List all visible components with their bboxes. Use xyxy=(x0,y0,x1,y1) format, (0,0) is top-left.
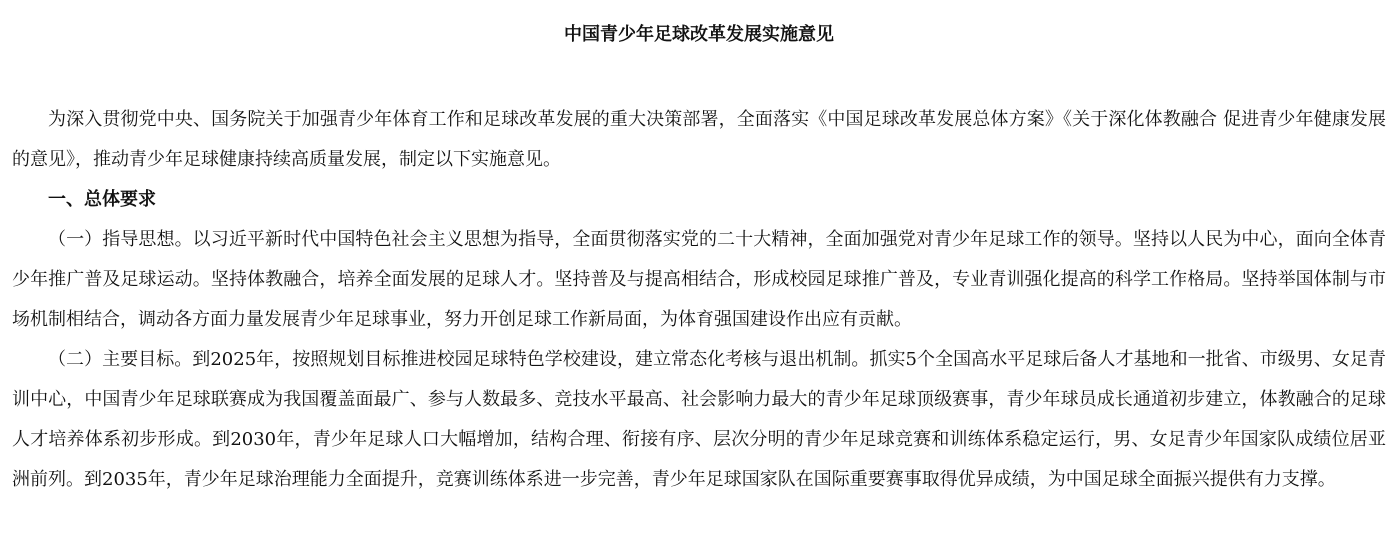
paragraph-guiding-ideology: （一）指导思想。以习近平新时代中国特色社会主义思想为指导，全面贯彻落实党的二十大精神，全面加强党对青少年足球工作的领导。坚持以人民为中心，面向全体青少年推广普及足球运动。坚持体教融合，培养全面发展的足球人才。坚持普及与提高相结合，形成校园足球推广普及，专业青训强化提高的科学工作格局。坚持举国体制与市场机制相结合，调动各方面力量发展青少年足球事业，努力开创足球工作新局面，为体育强国建设作出应有贡献。 xyxy=(12,229,1386,330)
document-title: 中国青少年足球改革发展实施意见 xyxy=(564,24,834,45)
paragraph-main-goals: （二）主要目标。到2025年，按照规划目标推进校园足球特色学校建设，建立常态化考核与退出机制。抓实5个全国高水平足球后备人才基地和一批省、市级男、女足青训中心，中国青少年足球联赛成为我国覆盖面最广、参与人数最多、竞技水平最高、社会影响力最大的青少年足球顶级赛事，青少年球员成长通道初步建立，体教融合的足球人才培养体系初步形成。到2030年，青少年足球人口大幅增加，结构合理、衔接有序、层次分明的青少年足球竞赛和训练体系稳定运行，男、女足青少年国家队成绩位居亚洲前列。到2035年，青少年足球治理能力全面提升，竞赛训练体系进一步完善，青少年足球国家队在国际重要赛事取得优异成绩，为中国足球全面振兴提供有力支撑。 xyxy=(12,349,1386,490)
section-heading-general-requirements: 一、总体要求 xyxy=(48,189,156,210)
intro-paragraph: 为深入贯彻党中央、国务院关于加强青少年体育工作和足球改革发展的重大决策部署，全面落实《中国足球改革发展总体方案》《关于深化体教融合 促进青少年健康发展的意见》，推动青少年足球健康持续高质量发展，制定以下实施意见。 xyxy=(12,109,1386,170)
document-body xyxy=(12,0,1386,500)
